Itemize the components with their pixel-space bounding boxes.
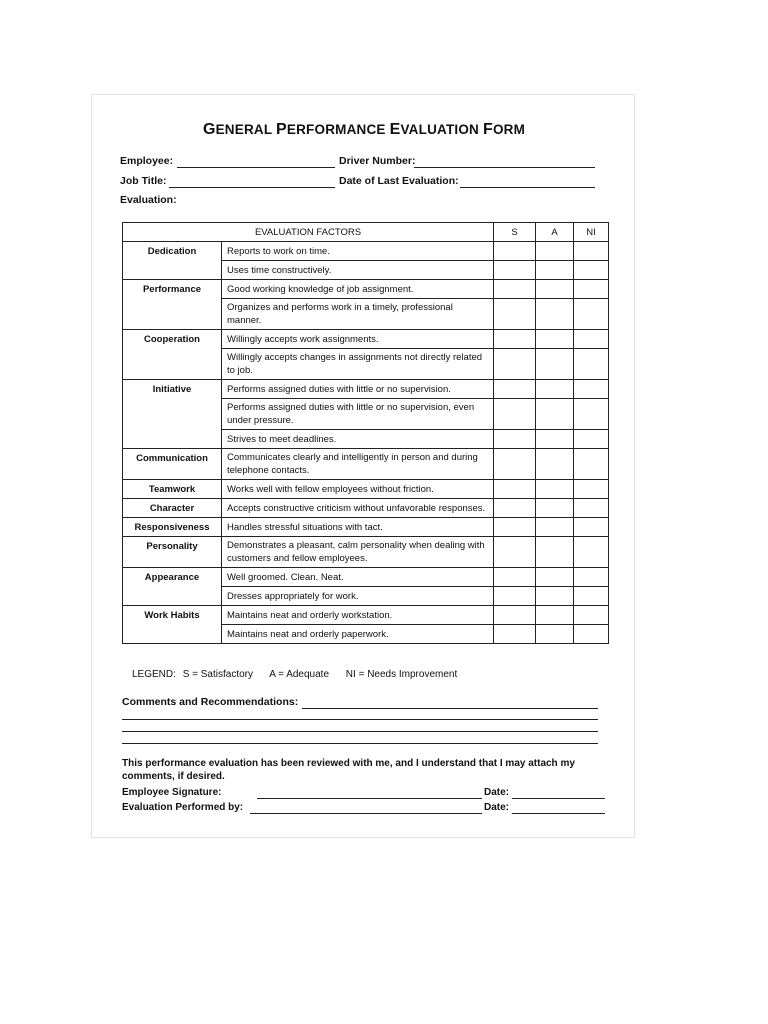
criterion-cell: Dresses appropriately for work. <box>222 587 494 606</box>
satisfactory-rating-cell[interactable] <box>494 349 536 380</box>
factor-cell: Character <box>123 499 222 518</box>
factor-cell: Communication <box>123 449 222 480</box>
factor-cell: Appearance <box>123 568 222 606</box>
title-rest: ERFORMANCE <box>286 122 390 137</box>
satisfactory-rating-cell[interactable] <box>494 261 536 280</box>
evaluation-performed-by-label: Evaluation Performed by: <box>122 802 244 813</box>
satisfactory-rating-cell[interactable] <box>494 399 536 430</box>
factor-cell: Cooperation <box>123 330 222 380</box>
factor-cell: Performance <box>123 280 222 330</box>
adequate-rating-cell[interactable] <box>536 380 574 399</box>
legend-satisfactory: S = Satisfactory <box>182 669 253 680</box>
needs-improvement-rating-cell[interactable] <box>574 349 609 380</box>
satisfactory-rating-cell[interactable] <box>494 480 536 499</box>
needs-improvement-rating-cell[interactable] <box>574 430 609 449</box>
adequate-rating-cell[interactable] <box>536 449 574 480</box>
criterion-cell: Well groomed. Clean. Neat. <box>222 568 494 587</box>
title-initial: F <box>482 121 493 138</box>
evaluation-form-page <box>91 94 635 838</box>
criterion-cell: Organizes and performs work in a timely, professional manner. <box>222 299 494 330</box>
needs-improvement-header: NI <box>574 223 609 242</box>
table-row <box>123 537 609 568</box>
employee-date-label: Date: <box>484 787 510 798</box>
satisfactory-rating-cell[interactable] <box>494 625 536 644</box>
table-row <box>123 380 609 399</box>
title-initial: G <box>202 121 216 138</box>
criterion-cell: Performs assigned duties with little or no supervision, even under pressure. <box>222 399 494 430</box>
adequate-rating-cell[interactable] <box>536 606 574 625</box>
adequate-rating-cell[interactable] <box>536 299 574 330</box>
title-initial: E <box>389 121 401 138</box>
satisfactory-rating-cell[interactable] <box>494 499 536 518</box>
satisfactory-rating-cell[interactable] <box>494 587 536 606</box>
table-row <box>123 449 609 480</box>
factor-cell: Teamwork <box>123 480 222 499</box>
adequate-rating-cell[interactable] <box>536 399 574 430</box>
acknowledgement-statement: This performance evaluation has been reviewed with me, and I understand that I may attach my comments, if desired. <box>122 758 575 782</box>
factor-cell: Responsiveness <box>123 518 222 537</box>
criterion-cell: Maintains neat and orderly workstation. <box>222 606 494 625</box>
needs-improvement-rating-cell[interactable] <box>574 537 609 568</box>
table-row <box>123 480 609 499</box>
criterion-cell: Willingly accepts work assignments. <box>222 330 494 349</box>
adequate-rating-cell[interactable] <box>536 330 574 349</box>
comments-line-3[interactable] <box>122 731 598 732</box>
criterion-cell: Demonstrates a pleasant, calm personality when dealing with customers and fellow employees. <box>222 537 494 568</box>
job-title-label: Job Title: <box>120 175 167 187</box>
adequate-rating-cell[interactable] <box>536 499 574 518</box>
needs-improvement-rating-cell[interactable] <box>574 518 609 537</box>
table-row <box>123 568 609 587</box>
driver-number-label: Driver Number: <box>339 155 416 167</box>
adequate-rating-cell[interactable] <box>536 349 574 380</box>
satisfactory-rating-cell[interactable] <box>494 299 536 330</box>
table-row <box>123 242 609 261</box>
adequate-header: A <box>536 223 574 242</box>
legend-needs-improvement: NI = Needs Improvement <box>345 669 458 680</box>
comments-line-2[interactable] <box>122 719 598 720</box>
needs-improvement-rating-cell[interactable] <box>574 568 609 587</box>
satisfactory-rating-cell[interactable] <box>494 280 536 299</box>
factor-cell: Dedication <box>123 242 222 280</box>
needs-improvement-rating-cell[interactable] <box>574 380 609 399</box>
evaluator-date-label: Date: <box>484 802 510 813</box>
criterion-cell: Performs assigned duties with little or no supervision. <box>222 380 494 399</box>
adequate-rating-cell[interactable] <box>536 568 574 587</box>
evaluation-table <box>122 222 609 644</box>
criterion-cell: Willingly accepts changes in assignments not directly related to job. <box>222 349 494 380</box>
criterion-cell: Reports to work on time. <box>222 242 494 261</box>
needs-improvement-rating-cell[interactable] <box>574 299 609 330</box>
adequate-rating-cell[interactable] <box>536 480 574 499</box>
adequate-rating-cell[interactable] <box>536 537 574 568</box>
adequate-rating-cell[interactable] <box>536 625 574 644</box>
factor-cell: Work Habits <box>123 606 222 644</box>
criterion-cell: Works well with fellow employees without friction. <box>222 480 494 499</box>
factor-cell: Personality <box>123 537 222 568</box>
satisfactory-rating-cell[interactable] <box>494 537 536 568</box>
needs-improvement-rating-cell[interactable] <box>574 480 609 499</box>
satisfactory-rating-cell[interactable] <box>494 242 536 261</box>
needs-improvement-rating-cell[interactable] <box>574 330 609 349</box>
comments-line-4[interactable] <box>122 743 598 744</box>
satisfactory-rating-cell[interactable] <box>494 430 536 449</box>
needs-improvement-rating-cell[interactable] <box>574 399 609 430</box>
adequate-rating-cell[interactable] <box>536 261 574 280</box>
driver-number-field[interactable] <box>414 167 595 168</box>
legend <box>132 669 471 680</box>
adequate-rating-cell[interactable] <box>536 430 574 449</box>
criterion-cell: Maintains neat and orderly paperwork. <box>222 625 494 644</box>
satisfactory-rating-cell[interactable] <box>494 449 536 480</box>
satisfactory-rating-cell[interactable] <box>494 518 536 537</box>
needs-improvement-rating-cell[interactable] <box>574 587 609 606</box>
needs-improvement-rating-cell[interactable] <box>574 625 609 644</box>
evaluation-label: Evaluation: <box>120 194 177 206</box>
date-last-evaluation-label: Date of Last Evaluation: <box>339 175 459 187</box>
table-row <box>123 518 609 537</box>
title-rest: ENERAL <box>215 122 277 137</box>
table-row <box>123 280 609 299</box>
legend-adequate: A = Adequate <box>269 669 330 680</box>
comments-label: Comments and Recommendations: <box>122 696 299 708</box>
employee-signature-label: Employee Signature: <box>122 787 222 798</box>
needs-improvement-rating-cell[interactable] <box>574 242 609 261</box>
legend-label: LEGEND: <box>132 669 176 680</box>
criterion-cell: Good working knowledge of job assignment. <box>222 280 494 299</box>
comments-line-1[interactable] <box>302 708 598 709</box>
satisfactory-rating-cell[interactable] <box>494 330 536 349</box>
satisfactory-header: S <box>494 223 536 242</box>
table-row <box>123 330 609 349</box>
title-initial: P <box>276 121 287 138</box>
satisfactory-rating-cell[interactable] <box>494 380 536 399</box>
table-row <box>123 606 609 625</box>
needs-improvement-rating-cell[interactable] <box>574 449 609 480</box>
criterion-cell: Handles stressful situations with tact. <box>222 518 494 537</box>
form-title <box>92 121 636 139</box>
factor-cell: Initiative <box>123 380 222 449</box>
evaluation-factors-header: EVALUATION FACTORS <box>123 223 494 242</box>
adequate-rating-cell[interactable] <box>536 587 574 606</box>
adequate-rating-cell[interactable] <box>536 280 574 299</box>
criterion-cell: Strives to meet deadlines. <box>222 430 494 449</box>
adequate-rating-cell[interactable] <box>536 242 574 261</box>
criterion-cell: Communicates clearly and intelligently in person and during telephone contacts. <box>222 449 494 480</box>
evaluation-performed-by-field[interactable] <box>250 813 482 814</box>
satisfactory-rating-cell[interactable] <box>494 606 536 625</box>
job-title-field[interactable] <box>169 187 335 188</box>
satisfactory-rating-cell[interactable] <box>494 568 536 587</box>
date-last-evaluation-field[interactable] <box>460 187 595 188</box>
employee-field[interactable] <box>177 167 335 168</box>
employee-label: Employee: <box>120 155 174 167</box>
employee-signature-field[interactable] <box>257 798 482 799</box>
needs-improvement-rating-cell[interactable] <box>574 499 609 518</box>
table-row <box>123 499 609 518</box>
needs-improvement-rating-cell[interactable] <box>574 261 609 280</box>
needs-improvement-rating-cell[interactable] <box>574 280 609 299</box>
needs-improvement-rating-cell[interactable] <box>574 606 609 625</box>
adequate-rating-cell[interactable] <box>536 518 574 537</box>
title-rest: ORM <box>492 122 526 137</box>
title-rest: VALUATION <box>400 122 483 137</box>
criterion-cell: Uses time constructively. <box>222 261 494 280</box>
criterion-cell: Accepts constructive criticism without unfavorable responses. <box>222 499 494 518</box>
employee-date-field[interactable] <box>512 798 605 799</box>
evaluator-date-field[interactable] <box>512 813 605 814</box>
